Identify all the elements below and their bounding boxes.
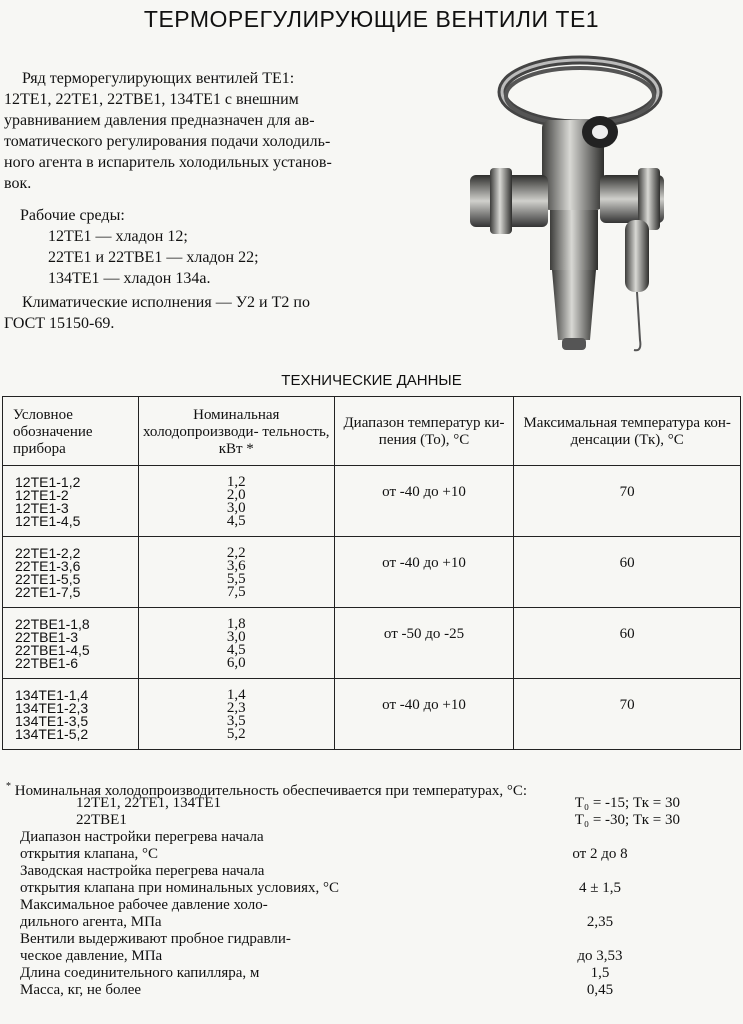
boiling-range: от -50 до -25 xyxy=(334,608,514,679)
column-header-condensing-temp: Максимальная температура кон- денсации (Тк), °С xyxy=(514,397,741,466)
param-value: от 2 до 8 xyxy=(572,846,628,862)
model-name: 22ТВЕ1-6 xyxy=(15,655,79,671)
param-label: Масса, кг, не более xyxy=(20,982,142,998)
table-header-row xyxy=(3,397,741,466)
model-name: 22ТЕ1-5,5 xyxy=(15,571,81,587)
param-label: Вентили выдерживают пробное гидравли- xyxy=(20,931,291,947)
capacity-value: 4,5 xyxy=(226,513,246,529)
capacity-value: 5,5 xyxy=(226,571,246,587)
working-media-item: 22ТЕ1 и 22ТВЕ1 — хладон 22; xyxy=(48,249,259,266)
column-header-capacity: Номинальная холодопроизводи- тельность, кВт * xyxy=(138,397,334,466)
climate-line: ГОСТ 15150-69. xyxy=(4,315,115,332)
model-name: 134ТЕ1-2,3 xyxy=(15,700,89,716)
capacity-value: 4,5 xyxy=(226,642,246,658)
technical-data-table xyxy=(2,396,741,750)
model-name: 22ТЕ1-3,6 xyxy=(15,558,81,574)
condensing-temp: 60 xyxy=(514,537,741,608)
capacity-value: 1,4 xyxy=(226,687,246,703)
param-value: 2,35 xyxy=(586,914,614,930)
footnote-marker: * xyxy=(6,781,11,792)
table-row xyxy=(3,466,741,537)
intro-line: томатического регулирования подачи холодиль- xyxy=(4,133,331,150)
table-row xyxy=(3,537,741,608)
intro-line: 12ТЕ1, 22ТЕ1, 22ТВЕ1, 134ТЕ1 с внешним xyxy=(4,91,299,108)
footnote-models: 12ТЕ1, 22ТЕ1, 134ТЕ1 xyxy=(76,795,221,811)
working-media-item: 134ТЕ1 — хладон 134а. xyxy=(48,270,211,287)
table-row xyxy=(3,679,741,750)
model-name: 134ТЕ1-1,4 xyxy=(15,687,89,703)
model-name: 22ТВЕ1-3 xyxy=(15,629,79,645)
param-label: ческое давление, МПа xyxy=(20,948,163,964)
capacity-value: 5,2 xyxy=(226,726,246,742)
table-row xyxy=(3,608,741,679)
footnote-values: Т₀ = -15; Тк = 30 xyxy=(574,795,680,811)
climate-line: Климатические исполнения — У2 и Т2 по xyxy=(22,294,310,311)
footnote-models: 22ТВЕ1 xyxy=(76,812,127,828)
param-label: открытия клапана при номинальных условиях, °С xyxy=(20,880,340,896)
model-name: 12ТЕ1-3 xyxy=(15,500,69,516)
model-name: 12ТЕ1-1,2 xyxy=(15,474,81,490)
model-name: 134ТЕ1-5,2 xyxy=(15,726,89,742)
boiling-range: от -40 до +10 xyxy=(334,466,514,537)
param-label: Диапазон настройки перегрева начала xyxy=(20,829,264,845)
boiling-range: от -40 до +10 xyxy=(334,537,514,608)
param-label: открытия клапана, °С xyxy=(20,846,159,862)
working-media xyxy=(20,205,259,289)
capacity-value: 2,3 xyxy=(226,700,246,716)
footnote-values: Т₀ = -30; Тк = 30 xyxy=(574,812,680,828)
capacity-value: 3,6 xyxy=(226,558,246,574)
condensing-temp: 60 xyxy=(514,608,741,679)
column-header-designation: Условное обозначение прибора xyxy=(3,397,139,466)
model-name: 22ТЕ1-7,5 xyxy=(15,584,81,600)
model-name: 12ТЕ1-4,5 xyxy=(15,513,81,529)
capacity-value: 1,2 xyxy=(226,474,246,490)
param-value: 4 ± 1,5 xyxy=(579,880,621,896)
capacity-value: 3,0 xyxy=(226,629,246,645)
working-media-title: Рабочие среды: xyxy=(20,207,125,224)
param-value: 1,5 xyxy=(590,965,610,981)
model-name: 22ТЕ1-2,2 xyxy=(15,545,81,561)
model-name: 134ТЕ1-3,5 xyxy=(15,713,89,729)
capacity-value: 3,5 xyxy=(226,713,246,729)
capacity-value: 3,0 xyxy=(226,500,246,516)
notes-section xyxy=(6,778,720,999)
intro-line: вок. xyxy=(4,175,32,192)
intro-text xyxy=(4,68,374,194)
working-media-item: 12ТЕ1 — хладон 12; xyxy=(48,228,188,245)
capacity-value: 2,2 xyxy=(226,545,246,561)
column-header-boiling-range: Диапазон температур ки- пения (То), °С xyxy=(334,397,514,466)
capacity-value: 6,0 xyxy=(226,655,246,671)
page-title: ТЕРМОРЕГУЛИРУЮЩИЕ ВЕНТИЛИ ТЕ1 xyxy=(143,6,600,32)
model-name: 12ТЕ1-2 xyxy=(15,487,69,503)
param-label: Максимальное рабочее давление холо- xyxy=(20,897,268,913)
condensing-temp: 70 xyxy=(514,466,741,537)
capacity-value: 2,0 xyxy=(226,487,246,503)
param-value: до 3,53 xyxy=(577,948,623,964)
capacity-value: 1,8 xyxy=(226,616,246,632)
climate-text xyxy=(4,292,374,334)
intro-line: ного агента в испаритель холодильных установ- xyxy=(4,154,332,171)
intro-line: уравниванием давления предназначен для ав- xyxy=(4,112,315,129)
param-label: Длина соединительного капилляра, м xyxy=(20,965,260,981)
intro-line: Ряд терморегулирующих вентилей ТЕ1: xyxy=(22,70,295,87)
technical-data-title: ТЕХНИЧЕСКИЕ ДАННЫЕ xyxy=(281,372,462,389)
condensing-temp: 70 xyxy=(514,679,741,750)
model-name: 22ТВЕ1-4,5 xyxy=(15,642,90,658)
capacity-value: 7,5 xyxy=(226,584,246,600)
param-label: дильного агента, МПа xyxy=(20,914,162,930)
param-value: 0,45 xyxy=(586,982,614,998)
param-label: Заводская настройка перегрева начала xyxy=(20,863,265,879)
model-name: 22ТВЕ1-1,8 xyxy=(15,616,90,632)
boiling-range: от -40 до +10 xyxy=(334,679,514,750)
valve-photo xyxy=(450,40,690,370)
footnote-text: Номинальная холодопроизводительность обеспечивается при температурах, °С: xyxy=(14,783,528,799)
